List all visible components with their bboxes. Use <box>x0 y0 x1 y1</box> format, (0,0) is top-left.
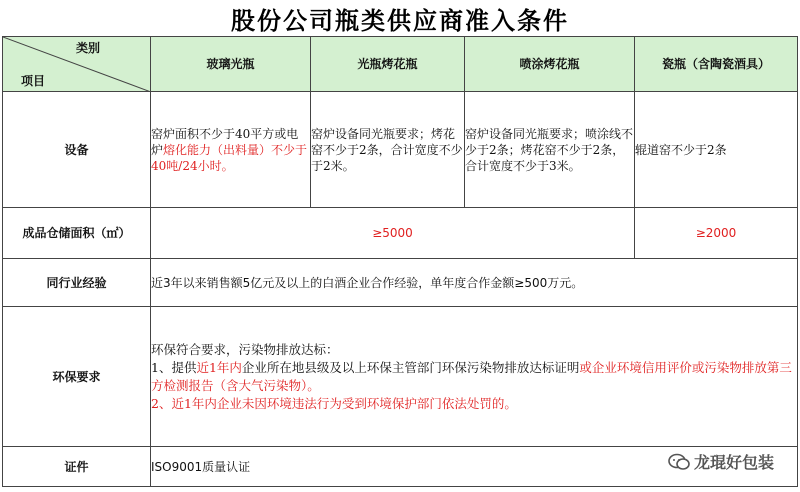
column-header-glass-baked: 光瓶烤花瓶 <box>311 37 465 92</box>
environment-line-2-body: 企业所在地县级及以上环保主管部门环保污染物排放达标证明 <box>241 359 580 375</box>
equipment-spray-baked-cell: 窑炉设备同光瓶要求；喷涂线不少于2条；烤花窑不少于2条，合计宽度不少于3米。 <box>465 92 635 208</box>
environment-line-2-prefix: 1、提供 <box>151 359 197 375</box>
corner-item-label: 项目 <box>21 74 46 88</box>
corner-cell <box>3 37 151 92</box>
environment-line-1: 环保符合要求，污染物排放达标： <box>151 341 339 357</box>
equipment-row <box>3 92 798 208</box>
watermark <box>668 450 774 473</box>
experience-row <box>3 259 798 307</box>
row-label-equipment: 设备 <box>3 92 151 208</box>
corner-category-label: 类别 <box>75 41 100 55</box>
page-title: 股份公司瓶类供应商准入条件 <box>231 5 569 35</box>
row-label-experience: 同行业经验 <box>3 259 151 307</box>
row-label-warehouse: 成品仓储面积（㎡） <box>3 208 151 259</box>
environment-line-2 <box>151 359 797 395</box>
environment-line-2-period: 近1年内 <box>196 359 242 375</box>
wechat-icon <box>668 453 690 471</box>
row-label-certificate: 证件 <box>3 447 151 487</box>
environment-line-3: 2、近1年内企业未因环境违法行为受到环境保护部门依法处罚的。 <box>151 395 517 411</box>
equipment-glass-text: 窑炉面积不少于40平方或电炉 <box>151 126 299 157</box>
certificate-text: ISO9001质量认证 <box>151 447 798 487</box>
equipment-glass-cell <box>151 92 311 208</box>
warehouse-row <box>3 208 798 259</box>
warehouse-porcelain-value: ≥2000 <box>635 208 798 259</box>
warehouse-glass-value: ≥5000 <box>151 208 635 259</box>
environment-line-2-alternative: 或企业环境信用评价或污染物排放第三方检测报告（含大气污染物）。 <box>151 359 792 393</box>
header-row <box>3 37 798 92</box>
row-label-environment: 环保要求 <box>3 307 151 447</box>
equipment-porcelain-cell: 辊道窑不少于2条 <box>635 92 798 208</box>
column-header-porcelain: 瓷瓶（含陶瓷酒具） <box>635 37 798 92</box>
admission-table <box>2 36 798 487</box>
column-header-spray-baked: 喷涂烤花瓶 <box>465 37 635 92</box>
environment-cell <box>151 307 798 447</box>
equipment-glass-capacity-text: 熔化能力（出料量）不少于40吨/24小时。 <box>151 142 308 173</box>
experience-text: 近3年以来销售额5亿元及以上的白酒企业合作经验，单年度合作金额≥500万元。 <box>151 259 798 307</box>
environment-row <box>3 307 798 447</box>
watermark-text: 龙琨好包装 <box>693 453 774 472</box>
column-header-glass-plain: 玻璃光瓶 <box>151 37 311 92</box>
equipment-glass-baked-cell: 窑炉设备同光瓶要求；烤花窑不少于2条，合计宽度不少于2米。 <box>311 92 465 208</box>
